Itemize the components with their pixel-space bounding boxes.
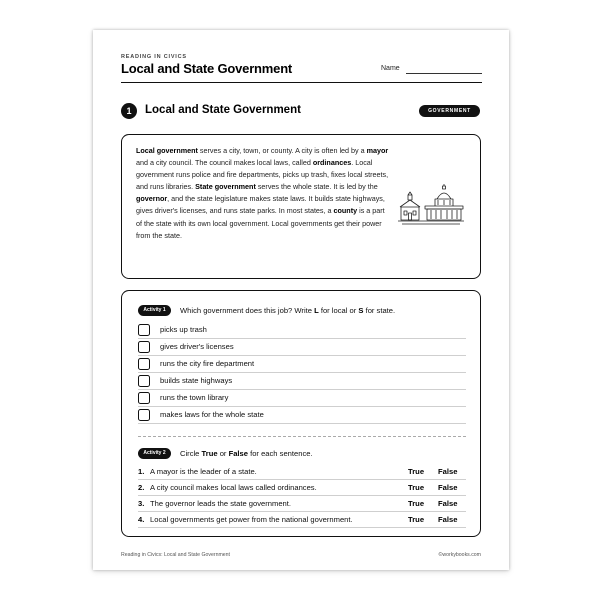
header-rule: [121, 82, 482, 83]
activity-1-prompt-text: for local or: [318, 306, 359, 315]
section-title: Local and State Government: [145, 104, 301, 116]
false-option[interactable]: False: [438, 499, 458, 508]
checkbox-row: [138, 356, 466, 373]
false-option[interactable]: False: [438, 467, 458, 476]
true-false-row: [138, 480, 466, 496]
activity-divider: [138, 436, 466, 437]
passage-text: , and the state legislature makes state laws. It builds state highways, gives driver's licenses, and runs state parks. In most states, a: [136, 194, 385, 216]
worksheet-page: [93, 30, 509, 570]
answer-checkbox[interactable]: [138, 341, 150, 353]
statement-number: 4.: [138, 515, 145, 524]
passage-bold-term: State government: [195, 182, 256, 192]
activity-2-prompt-text: or: [217, 449, 229, 458]
answer-checkbox[interactable]: [138, 358, 150, 370]
activity-2-prompt-bold-term: False: [228, 449, 248, 458]
activity-1-prompt: [180, 306, 395, 315]
checkbox-label: picks up trash: [160, 325, 207, 334]
name-label: Name: [381, 65, 400, 72]
activity-1-prompt-bold-term: L: [314, 306, 319, 315]
true-option[interactable]: True: [408, 467, 425, 476]
true-option[interactable]: True: [408, 483, 425, 492]
checkbox-row: [138, 322, 466, 339]
reading-passage-box: [121, 134, 481, 279]
activity-2-prompt-bold-term: True: [201, 449, 218, 458]
section-number-badge: 1: [121, 103, 137, 119]
worksheet-title: Local and State Government: [121, 61, 293, 76]
activity-2-prompt-text: Circle: [180, 449, 202, 458]
checkbox-label: runs the city fire department: [160, 359, 255, 368]
passage-text: and a city council. The council makes local laws, called: [136, 158, 313, 168]
answer-checkbox[interactable]: [138, 409, 150, 421]
passage-bold-term: county: [333, 206, 358, 216]
activities-box: [121, 290, 481, 537]
activity-2-prompt: [180, 449, 313, 458]
passage-bold-term: ordinances: [312, 158, 352, 168]
footer-title: Reading in Civics: Local and State Government: [121, 552, 230, 558]
passage-text: . Local government runs police and fire departments, picks up trash, fixes local streets, and runs libraries.: [136, 158, 389, 192]
answer-checkbox[interactable]: [138, 375, 150, 387]
activity-1-prompt-text: Which government does this job? Write: [180, 306, 315, 315]
passage-bold-term: Local government: [136, 146, 198, 155]
activity-2-badge: Activity 2: [138, 448, 171, 459]
false-option[interactable]: False: [438, 515, 458, 524]
passage-bold-term: governor: [136, 194, 168, 204]
subject-tag: GOVERNMENT: [419, 105, 480, 117]
activity-2-prompt-text: for each sentence.: [247, 449, 313, 458]
city-hall-and-capitol-icon: [398, 183, 464, 227]
name-line: [406, 73, 482, 74]
statement-number: 1.: [138, 467, 145, 476]
statement-number: 3.: [138, 499, 145, 508]
passage-text: is a part of the state with its own local government. Local governments get their power from the state.: [136, 206, 385, 240]
statement-text: The governor leads the state government.: [150, 499, 291, 508]
checkbox-label: builds state highways: [160, 376, 233, 385]
checkbox-row: [138, 373, 466, 390]
statement-text: A city council makes local laws called ordinances.: [150, 483, 317, 492]
true-false-row: [138, 512, 466, 528]
true-option[interactable]: True: [408, 515, 425, 524]
passage-bold-term: mayor: [366, 146, 389, 155]
reading-passage: [136, 145, 390, 242]
statement-number: 2.: [138, 483, 145, 492]
passage-text: serves a city, town, or county. A city is often led by a: [197, 146, 367, 155]
activity-1-badge: Activity 1: [138, 305, 171, 316]
checkbox-label: runs the town library: [160, 393, 229, 402]
checkbox-row: [138, 339, 466, 356]
checkbox-row: [138, 390, 466, 407]
answer-checkbox[interactable]: [138, 392, 150, 404]
true-false-row: [138, 464, 466, 480]
activity-1-prompt-text: for state.: [363, 306, 396, 315]
activity-1-prompt-bold-term: S: [358, 306, 364, 315]
statement-text: A mayor is the leader of a state.: [150, 467, 257, 476]
answer-checkbox[interactable]: [138, 324, 150, 336]
footer-copyright: ©workybooks.com: [438, 552, 481, 558]
checkbox-label: gives driver's licenses: [160, 342, 234, 351]
worksheet-kicker: READING IN CIVICS: [121, 54, 187, 60]
passage-text: serves the whole state. It is led by the: [255, 182, 378, 192]
false-option[interactable]: False: [438, 483, 458, 492]
true-option[interactable]: True: [408, 499, 425, 508]
checkbox-label: makes laws for the whole state: [160, 410, 264, 419]
statement-text: Local governments get power from the national government.: [150, 515, 353, 524]
true-false-row: [138, 496, 466, 512]
checkbox-row: [138, 407, 466, 424]
